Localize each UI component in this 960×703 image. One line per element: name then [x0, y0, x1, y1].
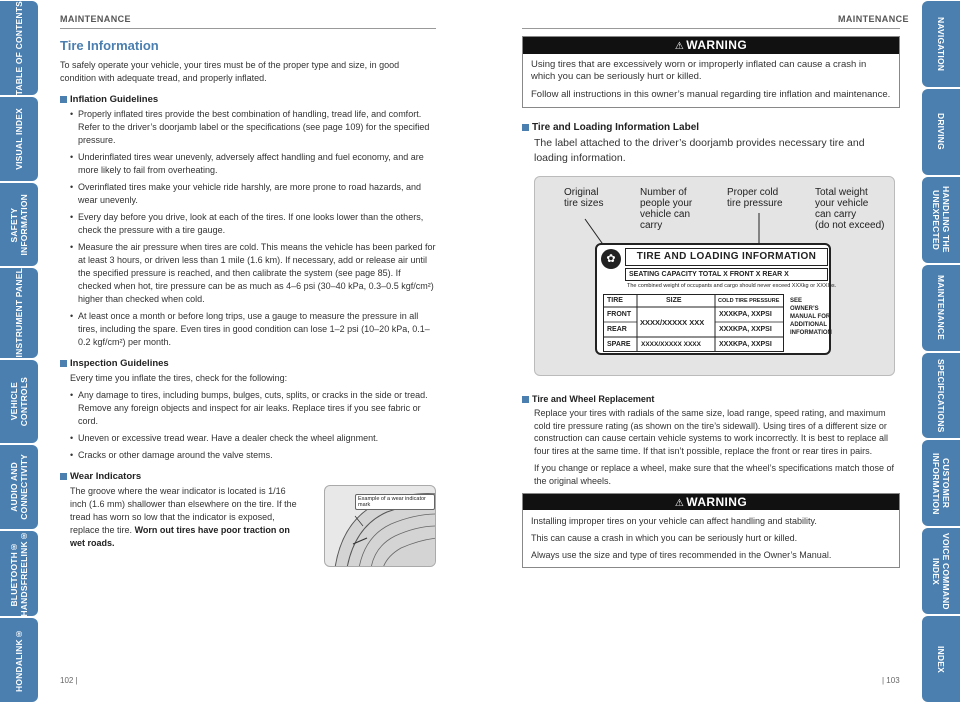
right-section-tabs — [922, 0, 960, 703]
placard-pressure-spare: XXXKPA, XXPSI — [719, 341, 772, 348]
placard-table — [603, 294, 784, 352]
placard-size-main: XXXX/XXXXX XXX — [640, 318, 705, 327]
placard-pressure-front: XXXKPA, XXPSI — [719, 311, 772, 318]
left-page — [60, 36, 436, 567]
section-square-icon — [522, 396, 529, 403]
tab-audio-connectivity[interactable]: AUDIO AND CONNECTIVITY — [0, 445, 38, 529]
placard-spare-label: SPARE — [607, 341, 631, 348]
tab-instrument-panel[interactable]: INSTRUMENT PANEL — [0, 268, 38, 357]
placard-fine-print: The combined weight of occupants and cargo should never exceed XXXkg or XXXlbs. — [627, 283, 837, 289]
tire-symbol-icon: ✿ — [601, 249, 621, 269]
placard-col-pressure: COLD TIRE PRESSURE — [718, 298, 780, 304]
inflation-heading: Inflation Guidelines — [60, 94, 436, 105]
section-square-icon — [522, 124, 529, 131]
inflation-bullet: • Properly inflated tires provide the best combination of handling, tread life, and comfort. Refer to the driver’s doorjamb label or the specifications (see page 109) for the specified pressure. — [60, 108, 436, 147]
section-square-icon — [60, 96, 67, 103]
wear-heading: Wear Indicators — [60, 471, 436, 482]
placard-rear-label: REAR — [607, 326, 627, 333]
tire-loading-label-figure — [534, 176, 895, 376]
replacement-paragraph-1: Replace your tires with radials of the same size, load range, speed rating, and maximum cold tire pressure rating (as shown on the tire’s sidewall). Using tires of a different size or construction can cause certain vehicle systems to work incorrectly. It is best to replace all four tires at the same time. If that isn’t possible, replace the front or rear tires in pairs. — [534, 408, 888, 456]
warning-line: Always use the size and type of tires recommended in the Owner’s Manual. — [531, 550, 832, 560]
warning-line: Installing improper tires on your vehicle can affect handling and stability. — [531, 516, 817, 526]
warning-triangle-icon: ⚠ — [674, 498, 685, 509]
warning-header: ⚠ WARNING — [523, 37, 899, 54]
loading-label-text: The label attached to the driver’s doorjamb provides necessary tire and loading information. — [534, 137, 865, 164]
caption-seating-capacity: Number of people your vehicle can carry — [640, 187, 693, 231]
left-header-rule — [60, 28, 436, 29]
left-page-header: MAINTENANCE — [60, 14, 131, 24]
tab-voice-command-index[interactable]: VOICE COMMAND INDEX — [922, 528, 960, 614]
wear-section — [60, 485, 436, 567]
placard-see-manual: SEE OWNER’S MANUAL FOR ADDITIONAL INFORMATION — [790, 298, 832, 336]
placard-title: TIRE AND LOADING INFORMATION — [625, 248, 828, 266]
inflation-bullet: • Underinflated tires wear unevenly, adversely affect handling and fuel economy, and are more likely to fail from overheating. — [60, 151, 436, 177]
inflation-bullet: • At least once a month or before long trips, use a gauge to measure the pressure in all tires, including the spare. Even tires in good condition can lose 1–2 psi (10–20 kPa, 0.1–0.2 kgf/cm²) per month. — [60, 310, 436, 349]
placard-seating-row: SEATING CAPACITY TOTAL X FRONT X REAR X — [625, 268, 828, 281]
inflation-bullet: • Measure the air pressure when tires are cold. This means the vehicle has been parked for at least 3 hours, or driven less than 1 mile (1.6 km). If necessary, add or release air until the specified pressure is reached, and then calibrate the system (see page 85). If checked when hot, tire pressure can be as much as 4–6 psi (30–40 kPa, 0.3–0.5 kgf/cm²) higher than checked when cold. — [60, 241, 436, 306]
section-square-icon — [60, 473, 67, 480]
tab-specifications[interactable]: SPECIFICATIONS — [922, 353, 960, 439]
right-page-number: | 103 — [882, 676, 900, 685]
wear-warning-bold: Worn out tires have poor traction on wet roads. — [70, 525, 290, 548]
warning-box-1 — [522, 36, 900, 108]
section-square-icon — [60, 360, 67, 367]
placard-front-label: FRONT — [607, 311, 632, 318]
caption-total-weight: Total weight your vehicle can carry (do not exceed) — [815, 187, 885, 231]
warning-header: ⚠ WARNING — [523, 494, 899, 510]
placard-pressure-rear: XXXKPA, XXPSI — [719, 326, 772, 333]
inflation-bullet: • Overinflated tires make your vehicle ride harshly, are more prone to road hazards, and wear unevenly. — [60, 181, 436, 207]
placard-col-size: SIZE — [666, 297, 682, 304]
tire-placard — [595, 243, 837, 355]
warning-line: Using tires that are excessively worn or improperly inflated can cause a crash in which you can be seriously hurt or killed. — [531, 59, 867, 82]
wear-indicator-callout: Example of a wear indicator mark — [355, 494, 435, 510]
placard-size-spare: XXXX/XXXXX XXXX — [641, 341, 701, 348]
intro-paragraph: To safely operate your vehicle, your tires must be of the proper type and size, in good condition with adequate tread, and properly inflated. — [60, 60, 400, 83]
caption-original-tire-sizes: Original tire sizes — [564, 187, 604, 209]
tab-index[interactable]: INDEX — [922, 616, 960, 702]
tab-navigation[interactable]: NAVIGATION — [922, 1, 960, 87]
tab-visual-index[interactable]: VISUAL INDEX — [0, 97, 38, 181]
tab-handling-the-unexpected[interactable]: HANDLING THE UNEXPECTED — [922, 177, 960, 263]
warning-triangle-icon: ⚠ — [674, 41, 685, 52]
tab-safety-information[interactable]: SAFETY INFORMATION — [0, 183, 38, 267]
replacement-paragraph-2: If you change or replace a wheel, make sure that the wheel’s specifications match those of the original wheels. — [534, 463, 895, 486]
replacement-heading: Tire and Wheel Replacement — [522, 394, 900, 404]
left-page-number: 102 | — [60, 676, 78, 685]
tab-bluetooth-handsfreelink[interactable]: BLUETOOTH® HANDSFREELINK® — [0, 531, 38, 617]
tab-hondalink[interactable]: HONDALINK® — [0, 618, 38, 702]
inspection-bullet: • Uneven or excessive tread wear. Have a dealer check the wheel alignment. — [60, 432, 436, 445]
warning-body — [523, 54, 899, 107]
caption-cold-pressure: Proper cold tire pressure — [727, 187, 783, 209]
right-page-header: MAINTENANCE — [838, 14, 909, 24]
warning-box-2 — [522, 493, 900, 568]
warning-line: This can cause a crash in which you can be seriously hurt or killed. — [531, 533, 798, 543]
placard-col-tire: TIRE — [607, 297, 623, 304]
tab-vehicle-controls[interactable]: VEHICLE CONTROLS — [0, 360, 38, 444]
wear-indicator-figure — [324, 485, 436, 567]
loading-label-heading: Tire and Loading Information Label — [522, 122, 900, 133]
inspection-bullet: • Any damage to tires, including bumps, bulges, cuts, splits, or cracks in the side or tread. Remove any foreign objects and inspect for air leaks. Replace tires if you see fabric or cord. — [60, 389, 436, 428]
tab-driving[interactable]: DRIVING — [922, 89, 960, 175]
wear-paragraph: The groove where the wear indicator is located is 1/16 inch (1.6 mm) shallower than elsewhere on the tire. If the tread has worn so low that the indicator is exposed, replace the tire. Worn out tires have poor traction on wet roads. — [70, 486, 297, 548]
tab-customer-information[interactable]: CUSTOMER INFORMATION — [922, 440, 960, 526]
warning-body — [523, 510, 899, 567]
inflation-bullet: • Every day before you drive, look at each of the tires. If one looks lower than the others, check the pressure with a tire gauge. — [60, 211, 436, 237]
tab-table-of-contents[interactable]: TABLE OF CONTENTS — [0, 1, 38, 95]
right-page — [522, 36, 900, 568]
right-header-rule — [522, 28, 900, 29]
left-section-tabs — [0, 0, 38, 703]
inspection-heading: Inspection Guidelines — [60, 358, 436, 369]
page-title: Tire Information — [60, 38, 159, 53]
inspection-bullet: • Cracks or other damage around the valve stems. — [60, 449, 436, 462]
warning-line: Follow all instructions in this owner’s manual regarding tire inflation and maintenance. — [531, 89, 891, 100]
tab-maintenance[interactable]: MAINTENANCE — [922, 265, 960, 351]
inspection-intro: Every time you inflate the tires, check for the following: — [70, 373, 288, 383]
